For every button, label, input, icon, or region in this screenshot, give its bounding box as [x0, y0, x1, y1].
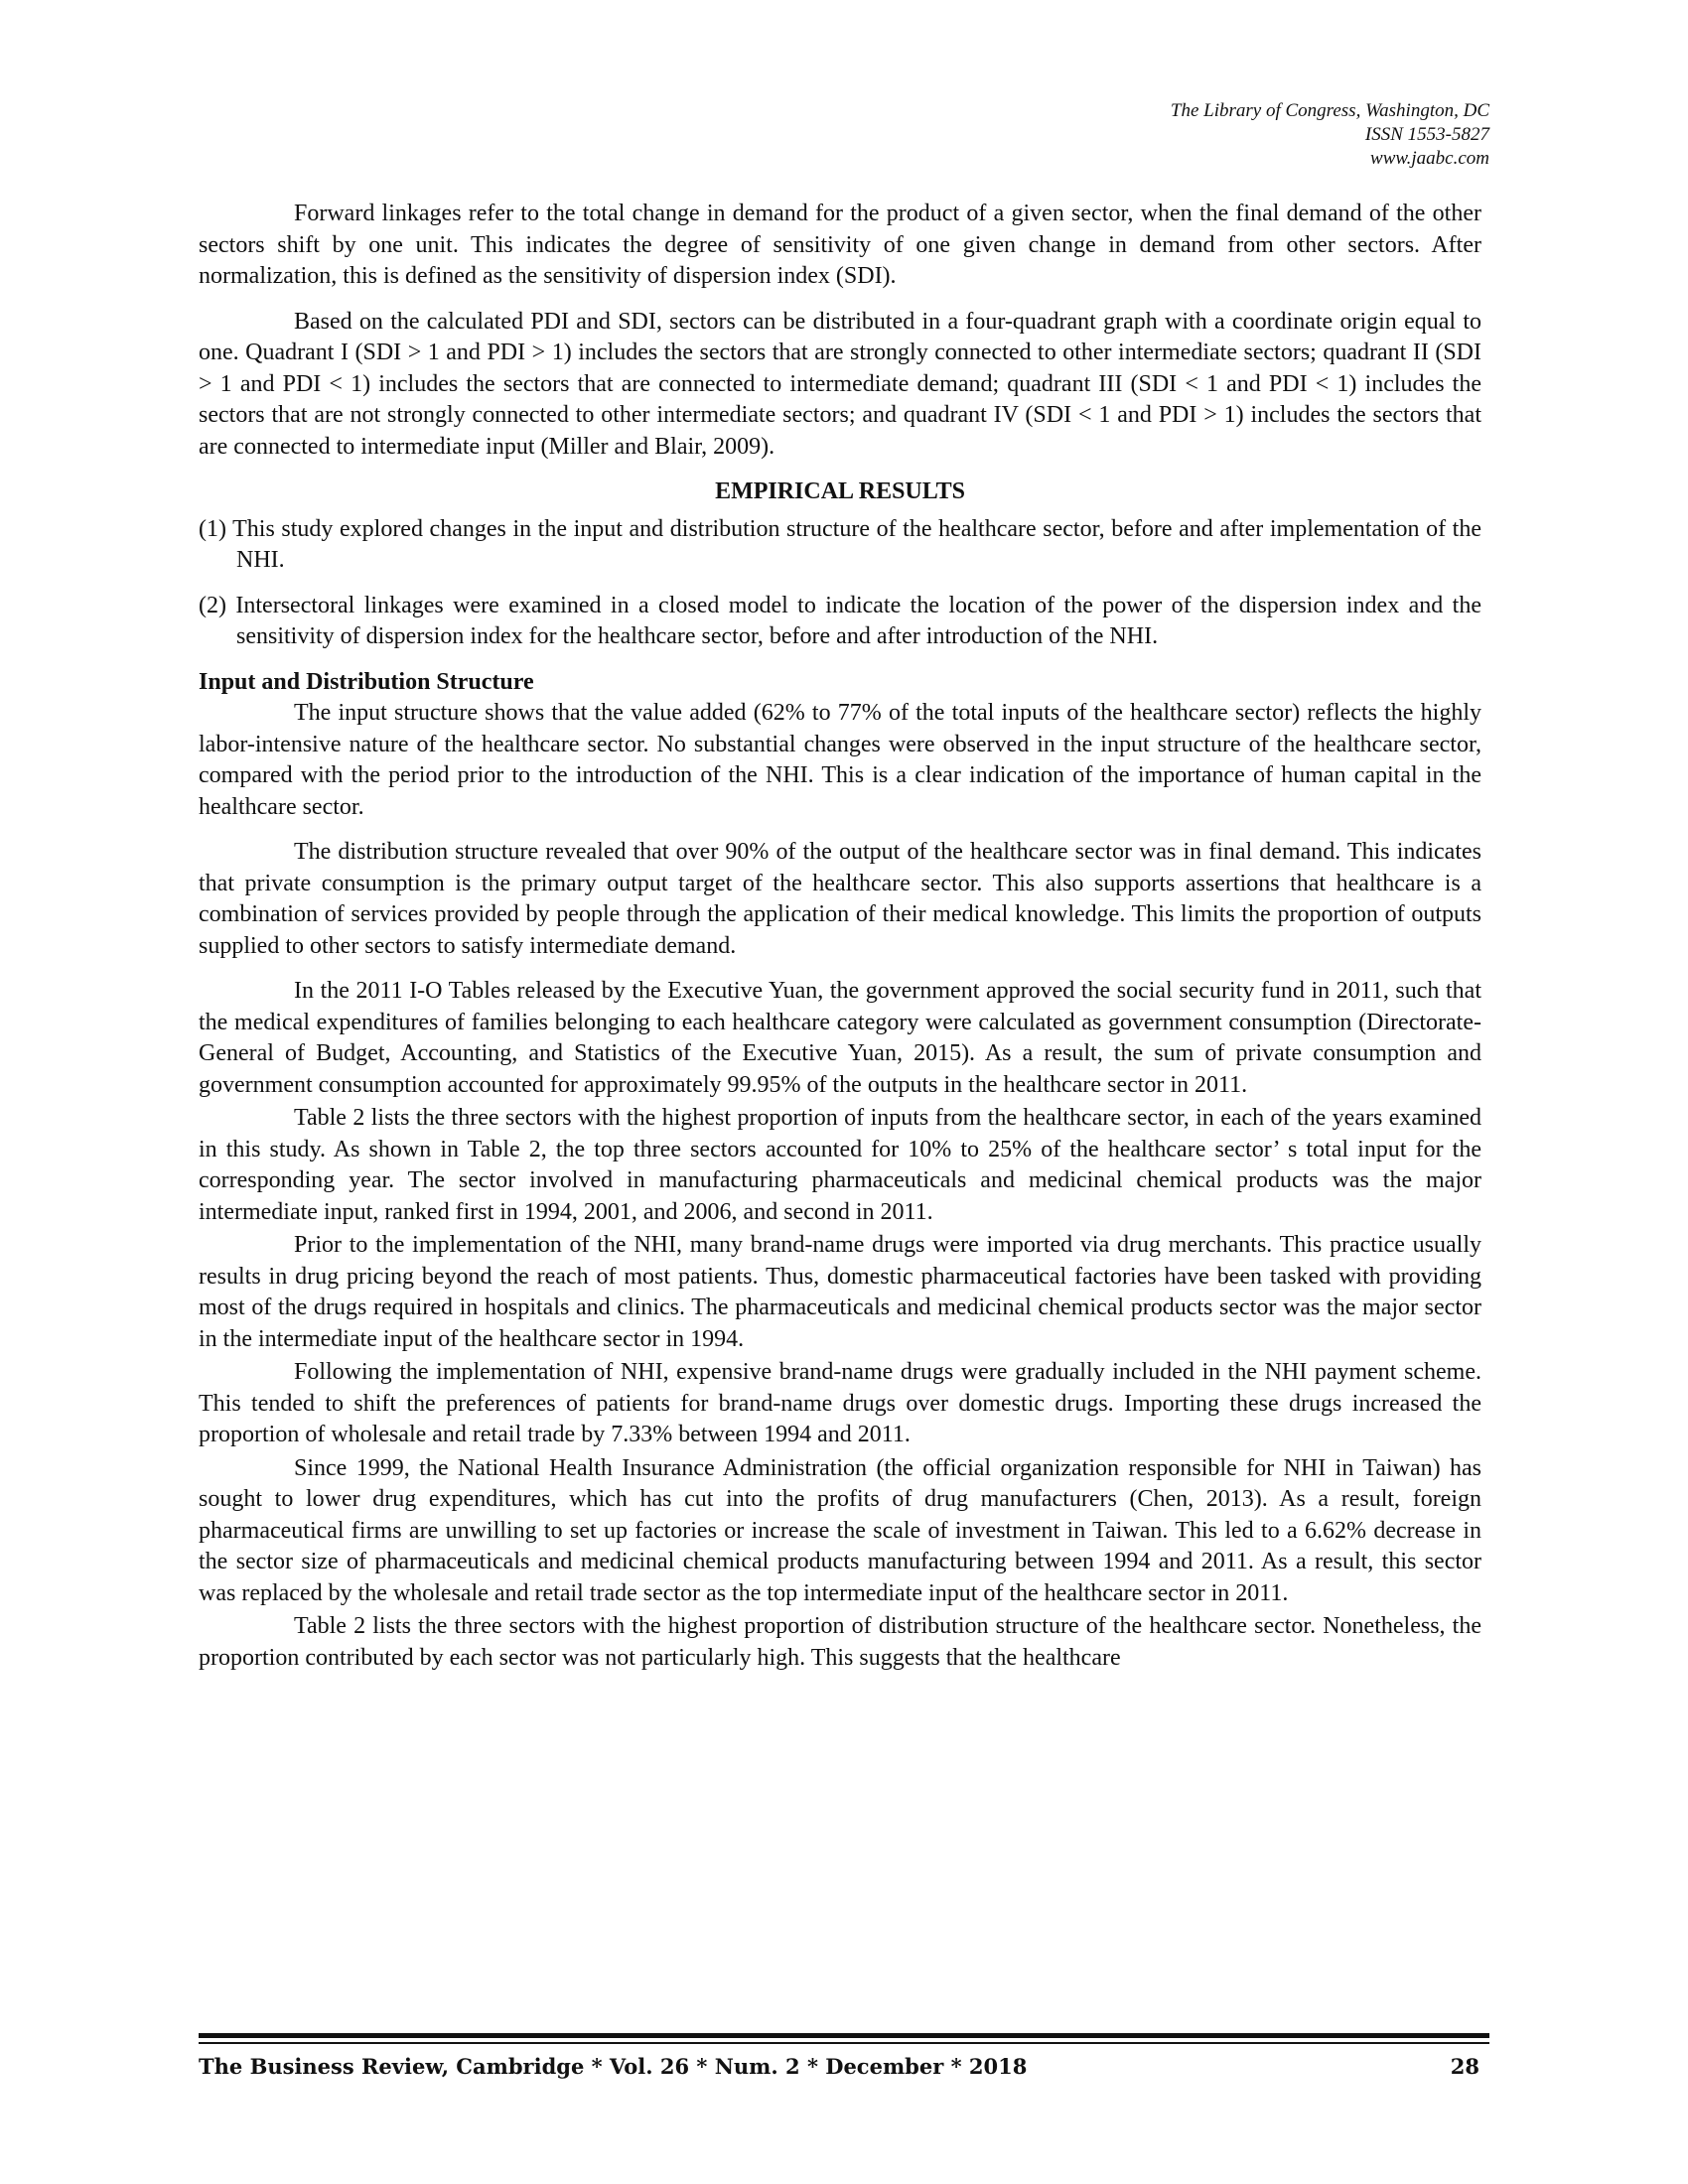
- paragraph-prior-nhi: Prior to the implementation of the NHI, many brand-name drugs were imported via drug merchants. This practice usually results in drug pricing beyond the reach of most patients. Thus, domestic pharmaceutical factories have been tasked with providing most of the drugs required in hospitals and clinics. The pharmaceuticals and medicinal chemical products sector was the major sector in the intermediate input of the healthcare sector in 1994.: [199, 1232, 1481, 1352]
- paragraph-input-structure: The input structure shows that the value added (62% to 77% of the total inputs of the healthcare sector) reflects the highly labor-intensive nature of the healthcare sector. No substantial changes were observed in the input structure of the healthcare sector, compared with the period prior to the introduction of the NHI. This is a clear indication of the importance of human capital in the healthcare sector.: [199, 700, 1481, 820]
- page-header: [794, 99, 1489, 171]
- subsection-heading: Input and Distribution Structure: [199, 668, 534, 695]
- footer-divider-thick: [199, 2033, 1489, 2038]
- header-website: www.jaabc.com: [1370, 148, 1489, 169]
- paragraph-io-tables: In the 2011 I-O Tables released by the Executive Yuan, the government approved the social security fund in 2011, such that the medical expenditures of families belonging to each healthcare category were calculated as government consumption (Directorate-General of Budget, Accounting, and Statistics of the Executive Yuan, 2015). As a result, the sum of private consumption and government consumption accounted for approximately 99.95% of the outputs in the healthcare sector in 2011.: [199, 978, 1481, 1098]
- paragraph-forward-linkages: Forward linkages refer to the total change in demand for the product of a given sector, when the final demand of the other sectors shift by one unit. This indicates the degree of sensitivity of one given change in demand from other sectors. After normalization, this is defined as the sensitivity of dispersion index (SDI).: [199, 201, 1481, 289]
- paragraph-since-1999: Since 1999, the National Health Insurance Administration (the official organization responsible for NHI in Taiwan) has sought to lower drug expenditures, which has cut into the profits of drug manufacturers (Chen, 2013). As a result, foreign pharmaceutical firms are unwilling to set up factories or increase the scale of investment in Taiwan. This led to a 6.62% decrease in the sector size of pharmaceuticals and medicinal chemical products manufacturing between 1994 and 2011. As a result, this sector was replaced by the wholesale and retail trade sector as the top intermediate input of the healthcare sector in 2011.: [199, 1454, 1481, 1606]
- numbered-item-2: (2) Intersectoral linkages were examined in a closed model to indicate the location of the power of the dispersion index and the sensitivity of dispersion index for the healthcare sector, before and after introduction of the NHI.: [199, 592, 1481, 649]
- header-issn: ISSN 1553-5827: [1364, 124, 1489, 145]
- paragraph-table2-distribution: Table 2 lists the three sectors with the highest proportion of distribution structure of the healthcare sector. Nonetheless, the proportion contributed by each sector was not particularly high. This suggests that the healthcare: [199, 1613, 1481, 1671]
- paragraph-following-nhi: Following the implementation of NHI, expensive brand-name drugs were gradually included in the NHI payment scheme. This tended to shift the preferences of patients for brand-name drugs over domestic drugs. Importing these drugs increased the proportion of wholesale and retail trade by 7.33% between 1994 and 2011.: [199, 1359, 1481, 1447]
- page-number: 28: [1450, 2054, 1479, 2079]
- footer-journal: The Business Review, Cambridge * Vol. 26 * Num. 2 * December * 2018: [199, 2054, 1028, 2079]
- paragraph-table2-inputs: Table 2 lists the three sectors with the highest proportion of inputs from the healthcare sector, in each of the years examined in this study. As shown in Table 2, the top three sectors accounted for 10% to 25% of the healthcare sector’ s total input for the corresponding year. The sector involved in manufacturing pharmaceuticals and medicinal chemical products was the major intermediate input, ranked first in 1994, 2001, and 2006, and second in 2011.: [199, 1105, 1481, 1225]
- body-text: [199, 199, 1481, 1676]
- numbered-item-1: (1) This study explored changes in the input and distribution structure of the healthcare sector, before and after implementation of the NHI.: [199, 515, 1481, 573]
- footer-divider-thin: [199, 2042, 1489, 2044]
- header-publisher: The Library of Congress, Washington, DC: [1170, 100, 1489, 121]
- paragraph-quadrants: Based on the calculated PDI and SDI, sectors can be distributed in a four-quadrant graph with a coordinate origin equal to one. Quadrant I (SDI > 1 and PDI > 1) includes the sectors that are strongly connected to other intermediate sectors; quadrant II (SDI > 1 and PDI < 1) includes the sectors that are connected to intermediate demand; quadrant III (SDI < 1 and PDI < 1) includes the sectors that are not strongly connected to other intermediate sectors; and quadrant IV (SDI < 1 and PDI > 1) includes the sectors that are connected to intermediate input (Miller and Blair, 2009).: [199, 308, 1481, 460]
- paragraph-distribution-structure: The distribution structure revealed that over 90% of the output of the healthcare sector was in final demand. This indicates that private consumption is the primary output target of the healthcare sector. This also supports assertions that healthcare is a combination of services provided by people through the application of their medical knowledge. This limits the proportion of outputs supplied to other sectors to satisfy intermediate demand.: [199, 839, 1481, 959]
- section-title: EMPIRICAL RESULTS: [715, 478, 965, 504]
